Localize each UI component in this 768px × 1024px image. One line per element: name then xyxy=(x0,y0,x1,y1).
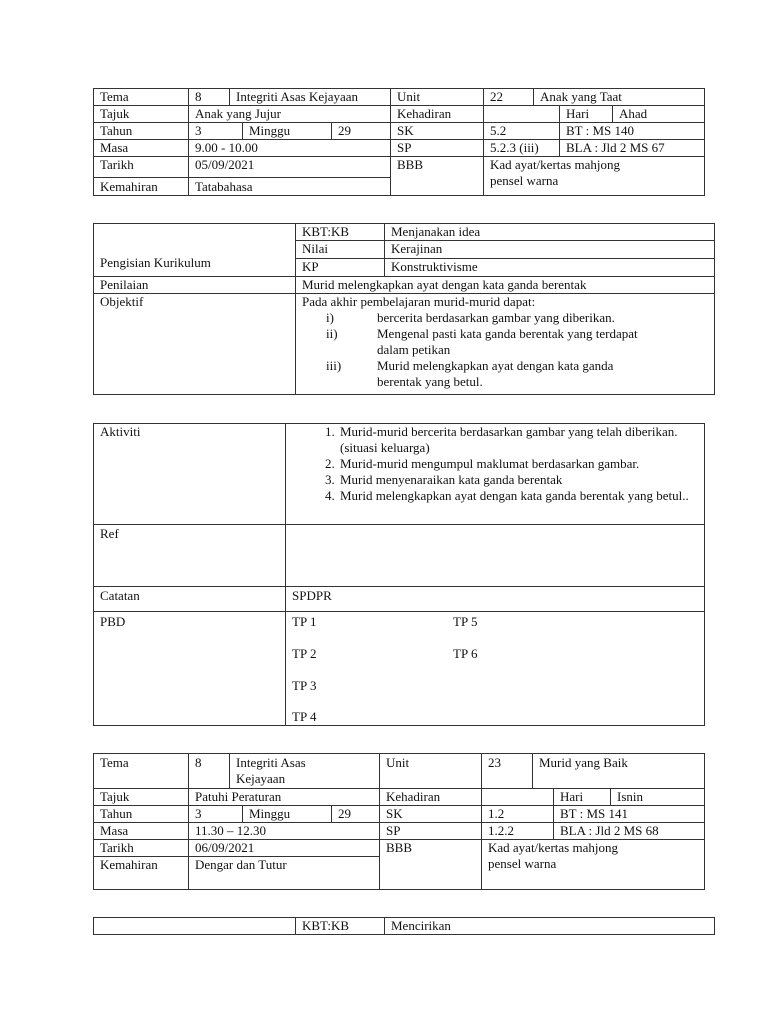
tarikh-label-2: Tarikh xyxy=(93,839,189,857)
masa-label: Masa xyxy=(93,139,189,157)
aktiviti-item-2: 2. Murid-murid mengumpul maklumat berdasarkan gambar. xyxy=(338,456,696,472)
bbb-label-2: BBB xyxy=(379,839,482,890)
objektif-value xyxy=(295,293,715,395)
hari-value-2: Isnin xyxy=(610,788,705,806)
pengisian-cell-2 xyxy=(93,917,296,935)
pbd-tp5: TP 5 xyxy=(453,614,478,629)
penilaian-label: Penilaian xyxy=(93,276,296,294)
objektif-intro: Pada akhir pembelajaran murid-murid dapat: xyxy=(302,294,536,309)
bla-value-2: BLA : Jld 2 MS 68 xyxy=(553,822,705,840)
pbd-tp1: TP 1 xyxy=(292,614,317,629)
objektif-text-1: bercerita berdasarkan gambar yang diberikan. xyxy=(377,310,615,325)
pbd-tp6: TP 6 xyxy=(453,646,478,661)
pbd-label: PBD xyxy=(93,611,286,726)
kehadiran-label: Kehadiran xyxy=(390,105,484,123)
objektif-text-3-line-1: Murid melengkapkan ayat dengan kata ganda xyxy=(377,358,614,373)
tahun-value: 3 xyxy=(188,122,243,140)
objektif-text-3 xyxy=(350,358,613,390)
aktiviti-item-4: 4. Murid melengkapkan ayat dengan kata ganda berentak yang betul.. xyxy=(338,488,696,504)
tarikh-value-2: 06/09/2021 xyxy=(188,839,380,857)
tarikh-label: Tarikh xyxy=(93,156,189,178)
bt-value: BT : MS 140 xyxy=(559,122,705,140)
unit-number: 22 xyxy=(483,88,534,106)
hari-label-2: Hari xyxy=(553,788,611,806)
tajuk-value-2: Patuhi Peraturan xyxy=(188,788,380,806)
tema-value: Integriti Asas Kejayaan xyxy=(229,88,391,106)
kbt-label-2: KBT:KB xyxy=(295,917,385,935)
unit-value-2: Murid yang Baik xyxy=(532,753,705,789)
tajuk-label-2: Tajuk xyxy=(93,788,189,806)
kehadiran-value xyxy=(483,105,560,123)
sk-label-2: SK xyxy=(379,805,482,823)
sp-label-2: SP xyxy=(379,822,482,840)
objektif-num-2: ii) xyxy=(326,326,338,341)
pbd-tp2: TP 2 xyxy=(292,646,317,661)
sk-label: SK xyxy=(390,122,484,140)
objektif-item-3 xyxy=(302,358,708,390)
ref-label: Ref xyxy=(93,524,286,587)
minggu-value-2: 29 xyxy=(331,805,380,823)
tahun-label-2: Tahun xyxy=(93,805,189,823)
sp-label: SP xyxy=(390,139,484,157)
tajuk-value: Anak yang Jujur xyxy=(188,105,391,123)
tema-label: Tema xyxy=(93,88,189,106)
kp-value: Konstruktivisme xyxy=(384,258,715,277)
kemahiran-value-2: Dengar dan Tutur xyxy=(188,856,380,890)
penilaian-value: Murid melengkapkan ayat dengan kata ganda berentak xyxy=(295,276,715,294)
tema-number: 8 xyxy=(188,88,230,106)
tajuk-label: Tajuk xyxy=(93,105,189,123)
bbb-label: BBB xyxy=(390,156,484,196)
bt-value-2: BT : MS 141 xyxy=(553,805,705,823)
minggu-value: 29 xyxy=(331,122,391,140)
sp-value-2: 1.2.2 xyxy=(481,822,554,840)
bbb-line-1: Kad ayat/kertas mahjong xyxy=(490,157,620,172)
tarikh-value: 05/09/2021 xyxy=(188,156,391,178)
hari-label: Hari xyxy=(559,105,613,123)
nilai-value: Kerajinan xyxy=(384,240,715,259)
hari-value: Ahad xyxy=(612,105,705,123)
unit-label: Unit xyxy=(390,88,484,106)
aktiviti-list-cell xyxy=(285,423,705,525)
tema-value-2 xyxy=(229,753,380,789)
pbd-value xyxy=(285,611,705,726)
kbt-value-2: Mencirikan xyxy=(384,917,715,935)
objektif-text-2-line-2: dalam petikan xyxy=(377,342,451,357)
catatan-value: SPDPR xyxy=(285,586,705,612)
bla-value: BLA : Jld 2 MS 67 xyxy=(559,139,705,157)
aktiviti-item-3: 3. Murid menyenaraikan kata ganda berentak xyxy=(338,472,696,488)
kemahiran-label: Kemahiran xyxy=(93,177,189,196)
kbt-label: KBT:KB xyxy=(295,223,385,241)
kemahiran-label-2: Kemahiran xyxy=(93,856,189,890)
masa-label-2: Masa xyxy=(93,822,189,840)
kemahiran-value: Tatabahasa xyxy=(188,177,391,196)
pbd-tp3: TP 3 xyxy=(292,678,317,693)
objektif-item-2 xyxy=(302,326,708,358)
tema-number-2: 8 xyxy=(188,753,230,789)
sk-value: 5.2 xyxy=(483,122,560,140)
tahun-value-2: 3 xyxy=(188,805,243,823)
sp-value: 5.2.3 (iii) xyxy=(483,139,560,157)
bbb-line-2: pensel warna xyxy=(490,173,559,188)
aktiviti-label: Aktiviti xyxy=(93,423,286,525)
unit-number-2: 23 xyxy=(481,753,533,789)
tahun-label: Tahun xyxy=(93,122,189,140)
kp-label: KP xyxy=(295,258,385,277)
nilai-label: Nilai xyxy=(295,240,385,259)
masa-value-2: 11.30 – 12.30 xyxy=(188,822,380,840)
aktiviti-item-1: 1. Murid-murid bercerita berdasarkan gambar yang telah diberikan.(situasi keluarga) xyxy=(338,424,696,456)
bbb-2-line-2: pensel warna xyxy=(488,856,557,871)
minggu-label: Minggu xyxy=(242,122,332,140)
tema-value-2-line-2: Kejayaan xyxy=(236,771,286,786)
ref-value xyxy=(285,524,705,587)
masa-value: 9.00 - 10.00 xyxy=(188,139,391,157)
objektif-text-3-line-2: berentak yang betul. xyxy=(377,374,483,389)
pengisian-label: Pengisian Kurikulum xyxy=(93,223,296,277)
tema-label-2: Tema xyxy=(93,753,189,789)
objektif-text-2 xyxy=(350,326,638,358)
tema-value-2-line-1: Integriti Asas xyxy=(236,755,306,770)
objektif-num-3: iii) xyxy=(326,358,342,373)
sk-value-2: 1.2 xyxy=(481,805,554,823)
bbb-value-2 xyxy=(481,839,705,890)
aktiviti-list xyxy=(286,424,704,504)
bbb-2-line-1: Kad ayat/kertas mahjong xyxy=(488,840,618,855)
bbb-value xyxy=(483,156,705,196)
unit-value: Anak yang Taat xyxy=(533,88,705,106)
kehadiran-label-2: Kehadiran xyxy=(379,788,482,806)
objektif-num-1: i) xyxy=(326,310,334,325)
objektif-item-1 xyxy=(302,310,708,326)
objektif-label: Objektif xyxy=(93,293,296,395)
minggu-label-2: Minggu xyxy=(242,805,332,823)
pbd-tp4: TP 4 xyxy=(292,709,317,724)
unit-label-2: Unit xyxy=(379,753,482,789)
objektif-text-2-line-1: Mengenal pasti kata ganda berentak yang terdapat xyxy=(377,326,638,341)
kehadiran-value-2 xyxy=(481,788,554,806)
catatan-label: Catatan xyxy=(93,586,286,612)
kbt-value: Menjanakan idea xyxy=(384,223,715,241)
